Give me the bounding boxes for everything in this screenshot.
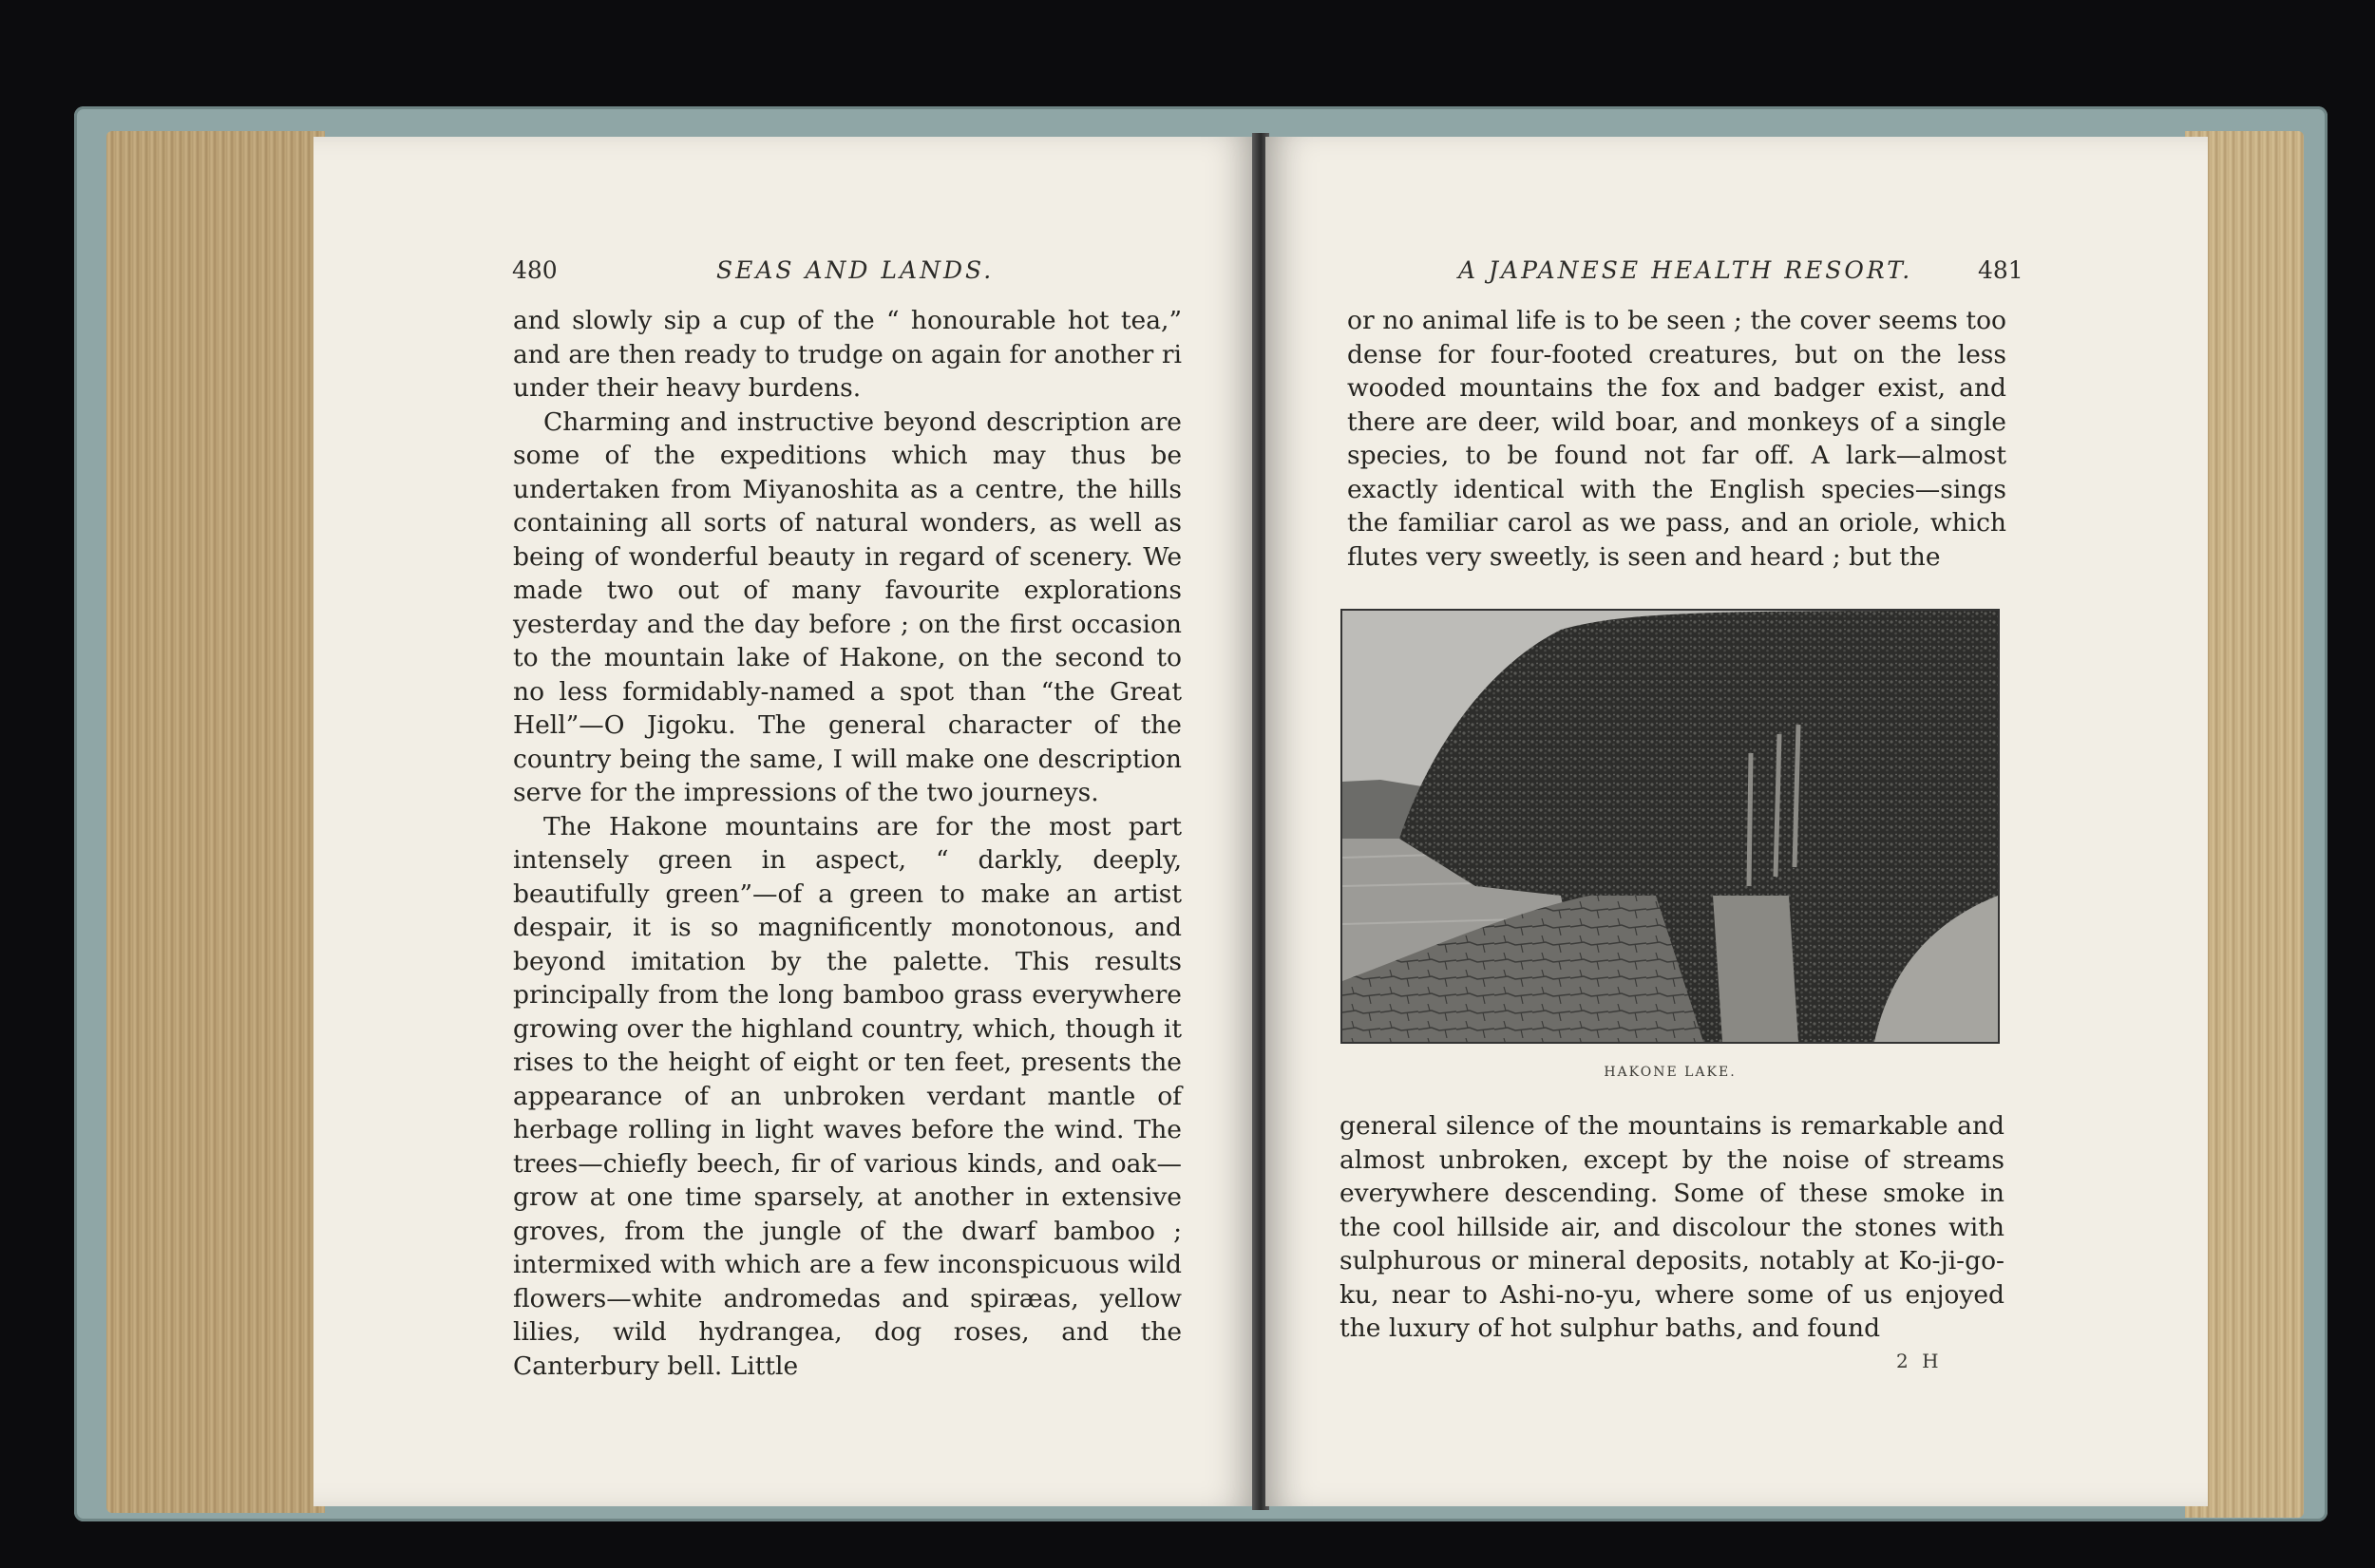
paragraph: Charming and instructive beyond description are some of the expeditions which may thus be undertaken from Miyanoshita as a centre, the hills containing all sorts of natural wonders, as well as being of wonderful beauty in regard of scenery. We made two out of many favourite explorations yesterday and the day before ; on the first occasion to the mountain lake of Hakone, on the second to no less formidably-named a spot than “the Great Hell”—O Jigoku. The general character of the country being the same, I will make one description serve for the impressions of the two journeys. xyxy=(513,406,1182,807)
right-page-text-bottom xyxy=(1340,1109,2004,1346)
right-page-text-top xyxy=(1347,304,2006,574)
running-title: SEAS AND LANDS. xyxy=(716,256,995,284)
page-number: 481 xyxy=(1978,256,2024,284)
page-edges-left xyxy=(106,131,325,1513)
right-page-header xyxy=(1265,256,2208,294)
paragraph: or no animal life is to be seen ; the cover seems too dense for four-footed creatures, but on the less wooded mountains the fox and badger exist, and there are deer, wild boar, and monkeys of a single species, to be found not far off. A lark—almost exactly identical with the English species—sings the familiar carol as we pass, and an oriole, which flutes very sweetly, is seen and heard ; but the xyxy=(1347,306,2006,572)
running-title: A JAPANESE HEALTH RESORT. xyxy=(1458,256,1913,284)
hakone-lake-plate xyxy=(1340,609,2000,1044)
plate-caption: HAKONE LAKE. xyxy=(1604,1065,1737,1080)
page-number: 480 xyxy=(512,256,558,284)
left-page xyxy=(314,137,1256,1506)
paragraph: general silence of the mountains is remarkable and almost unbroken, except by the noise of streams everywhere descending. Some of these smoke in the cool hillside air, and discolour the stones with sulphurous or mineral deposits, notably at Ko-ji-go-ku, near to Ashi-no-yu, where some of us enjoyed the luxury of hot sulphur baths, and found xyxy=(1340,1111,2004,1343)
right-page xyxy=(1265,137,2208,1506)
left-page-text xyxy=(513,304,1182,1383)
paragraph: The Hakone mountains are for the most part intensely green in aspect, “ darkly, deeply, beautifully green”—of a green to make an artist despair, it is so magnificently monotonous, and beyond imitation by the palette. This results principally from the long bamboo grass everywhere growing over the highland country, which, though it rises to the height of eight or ten feet, presents the appearance of an unbroken verdant mantle of herbage rolling in light waves before the wind. The trees—chiefly beech, fir of various kinds, and oak—grow at one time sparsely, at another in extensive groves, from the jungle of the dwarf bamboo ; intermixed with which are a few inconspicuous wild flowers—white andromedas and spiræas, yellow lilies, wild hydrangea, dog roses, and the Canterbury bell. Little xyxy=(513,811,1182,1381)
paragraph: and slowly sip a cup of the “ honourable hot tea,” and are then ready to trudge on again for another ri under their heavy burdens. xyxy=(513,306,1182,403)
signature-mark: 2 H xyxy=(1896,1350,1943,1372)
lake-illustration xyxy=(1342,611,1998,1042)
left-page-header xyxy=(314,256,1256,294)
